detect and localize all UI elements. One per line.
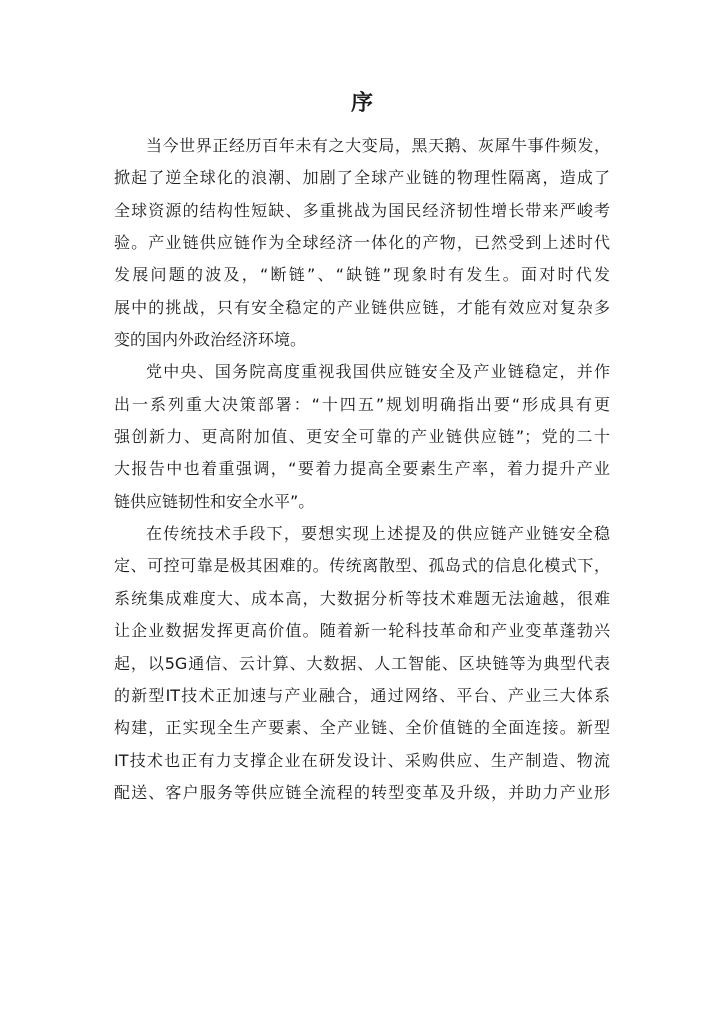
body-text [114,130,610,809]
paragraph-line: IT技术也正有力支撑企业在研发设计、采购供应、生产制造、物流 [114,750,610,770]
paragraph-1 [114,130,610,356]
page-title: 序 [350,90,373,116]
paragraph-line: 构建，正实现全生产要素、全产业链、全价值链的全面连接。新型 [114,718,610,738]
paragraph-line: 验。产业链供应链作为全球经济一体化的产物，已然受到上述时代 [114,233,610,253]
paragraph-line: 出一系列重大决策部署：“十四五”规划明确指出要“形成具有更 [114,394,610,414]
paragraph-line: 全球资源的结构性短缺、多重挑战为国民经济韧性增长带来严峻考 [114,200,610,220]
paragraph-line: 在传统技术手段下，要想实现上述提及的供应链产业链安全稳 [146,524,610,544]
paragraph-line: 系统集成难度大、成本高，大数据分析等技术难题无法逾越，很难 [114,588,610,608]
paragraph-3 [114,518,610,809]
paragraph-line: 掀起了逆全球化的浪潮、加剧了全球产业链的物理性隔离，造成了 [114,168,610,188]
paragraph-2 [114,356,610,518]
paragraph-line: 链供应链韧性和安全水平”。 [114,491,315,511]
paragraph-line: 的新型IT技术正加速与产业融合，通过网络、平台、产业三大体系 [114,685,610,705]
paragraph-line: 让企业数据发挥更高价值。随着新一轮科技革命和产业变革蓬勃兴 [114,621,610,641]
paragraph-line: 党中央、国务院高度重视我国供应链安全及产业链稳定，并作 [146,362,610,382]
paragraph-line: 起，以5G通信、云计算、大数据、人工智能、区块链等为典型代表 [114,653,610,673]
paragraph-line: 定、可控可靠是极其困难的。传统离散型、孤岛式的信息化模式下， [114,556,610,576]
paragraph-line: 发展问题的波及，“断链”、“缺链”现象时有发生。面对时代发 [114,265,610,285]
paragraph-line: 当今世界正经历百年未有之大变局，黑天鹅、灰犀牛事件频发， [146,136,610,155]
paragraph-line: 大报告中也着重强调，“要着力提高全要素生产率，着力提升产业 [114,459,610,479]
paragraph-line: 变的国内外政治经济环境。 [114,330,307,350]
paragraph-line: 强创新力、更高附加值、更安全可靠的产业链供应链”；党的二十 [114,427,610,447]
paragraph-line: 配送、客户服务等供应链全流程的转型变革及升级，并助力产业形 [114,782,610,802]
paragraph-line: 展中的挑战，只有安全稳定的产业链供应链，才能有效应对复杂多 [114,297,610,317]
